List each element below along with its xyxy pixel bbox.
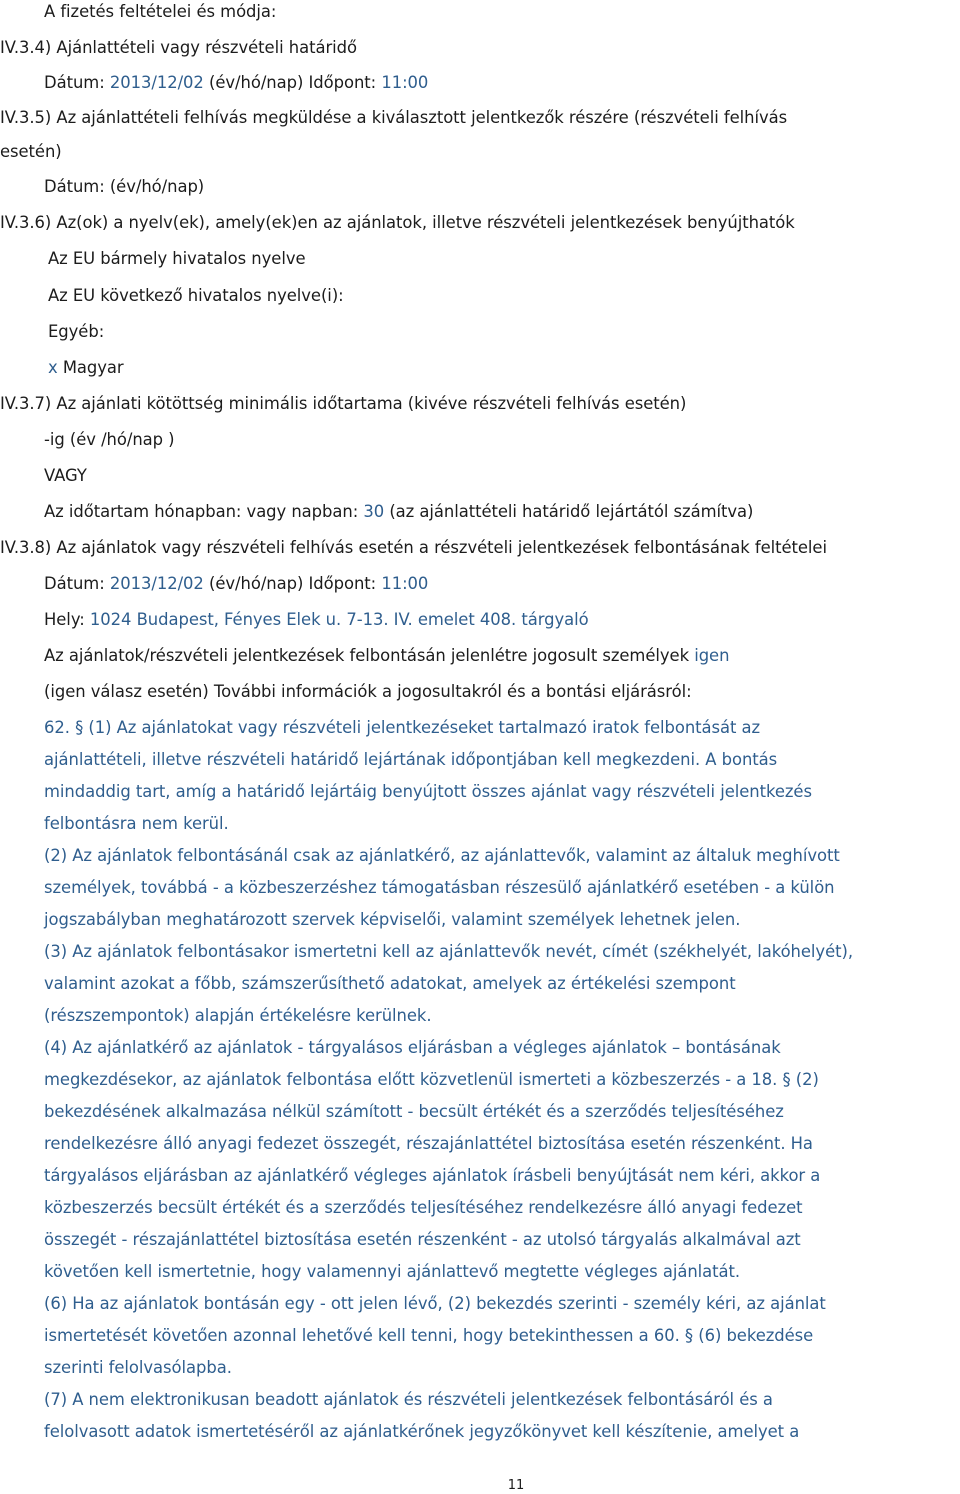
s8-date-line — [44, 573, 428, 595]
s8-persons-line — [44, 645, 729, 667]
legal-line: (3) Az ajánlatok felbontásakor ismertetni kell az ajánlattevők nevét, címét (székhelyét, lakóhelyét), — [44, 942, 853, 961]
legal-line: személyek, továbbá - a közbeszerzéshez támogatásban részesülő ajánlatkérő esetében - a külön — [44, 878, 835, 897]
s4-time-value: 11:00 — [381, 73, 429, 92]
s8-title: IV.3.8) Az ajánlatok vagy részvételi felhívás esetén a részvételi jelentkezések felbontásának feltételei — [0, 538, 827, 557]
s6-option-other: Egyéb: — [48, 322, 105, 341]
s8-persons-value: igen — [694, 646, 730, 665]
legal-line: felolvasott adatok ismertetéséről az ajánlatkérőnek jegyzőkönyvet kell készítenie, amelyet a — [44, 1422, 800, 1441]
legal-line: valamint azokat a főbb, számszerűsíthető adatokat, amelyek az értékelési szempont — [44, 974, 736, 993]
legal-line: követően kell ismertetnie, hogy valamennyi ajánlattevő megtette végleges ajánlatát. — [44, 1262, 741, 1281]
s8-persons-prefix: Az ajánlatok/részvételi jelentkezések felbontásán jelenlétre jogosult személyek — [44, 646, 690, 665]
s5-title-line1: IV.3.5) Az ajánlattételi felhívás megküldése a kiválasztott jelentkezők részére (részvételi felhívás — [0, 108, 788, 127]
s5-date-line: Dátum: (év/hó/nap) — [44, 177, 205, 196]
legal-line: ismertetését követően azonnal lehetővé kell tenni, hogy betekinthessen a 60. § (6) bekezdése — [44, 1326, 814, 1345]
legal-line: közbeszerzés becsült értékét és a szerződés teljesítéséhez rendelkezésre álló anyagi fedezet — [44, 1198, 803, 1217]
legal-line: felbontásra nem kerül. — [44, 814, 229, 833]
legal-line: 62. § (1) Az ajánlatokat vagy részvételi jelentkezéseket tartalmazó iratok felbontását az — [44, 718, 761, 737]
s8-place-line — [44, 609, 589, 631]
s6-option-eu-following: Az EU következő hivatalos nyelve(i): — [48, 286, 344, 305]
legal-line: (részszempontok) alapján értékelésre kerülnek. — [44, 1006, 432, 1025]
legal-line: megkezdésekor, az ajánlatok felbontása előtt közvetlenül ismerteti a közbeszerzés - a 18. § (2) — [44, 1070, 819, 1089]
s7-days-value: 30 — [363, 502, 385, 521]
s7-title: IV.3.7) Az ajánlati kötöttség minimális időtartama (kivéve részvételi felhívás esetén) — [0, 394, 687, 413]
legal-line: (6) Ha az ajánlatok bontásán egy - ott jelen lévő, (2) bekezdés szerinti - személy kéri, az ajánlat — [44, 1294, 826, 1313]
s4-date-unit: (év/hó/nap) — [209, 73, 304, 92]
legal-line: ajánlattételi, illetve részvételi határidő lejártának időpontjában kell megkezdeni. A bontás — [44, 750, 778, 769]
legal-line: rendelkezésre álló anyagi fedezet összegét, részajánlattétel biztosítása esetén részenként. Ha — [44, 1134, 813, 1153]
page-number: 11 — [507, 1478, 525, 1493]
s4-date-line — [44, 72, 428, 94]
s8-date-unit: (év/hó/nap) — [209, 574, 304, 593]
s8-info-label: (igen válasz esetén) További információk a jogosultakról és a bontási eljárásról: — [44, 682, 692, 701]
legal-line: (7) A nem elektronikusan beadott ajánlatok és részvételi jelentkezések felbontásáról és a — [44, 1390, 773, 1409]
s7-duration — [44, 501, 753, 523]
legal-line: szerinti felolvasólapba. — [44, 1358, 232, 1377]
s6-title: IV.3.6) Az(ok) a nyelv(ek), amely(ek)en az ajánlatok, illetve részvételi jelentkezések benyújthatók — [0, 213, 795, 232]
legal-line: jogszabályban meghatározott szervek képviselői, valamint személyek lehetnek jelen. — [44, 910, 741, 929]
s5-title-line2: esetén) — [0, 142, 62, 161]
legal-line: (4) Az ajánlatkérő az ajánlatok - tárgyalásos eljárásban a végleges ajánlatok – bontásának — [44, 1038, 781, 1057]
s4-time-prefix: Időpont: — [308, 73, 377, 92]
s7-line1: -ig (év /hó/nap ) — [44, 430, 175, 449]
legal-line: tárgyalásos eljárásban az ajánlatkérő végleges ajánlatok írásbeli benyújtását nem kéri, akkor a — [44, 1166, 821, 1185]
s4-date-value: 2013/12/02 — [109, 73, 204, 92]
s8-date-value: 2013/12/02 — [109, 574, 204, 593]
s8-time-prefix: Időpont: — [308, 574, 377, 593]
checkmark-x-icon: x — [48, 358, 58, 377]
s7-duration-prefix: Az időtartam hónapban: vagy napban: — [44, 502, 359, 521]
s6-selected-language — [48, 357, 124, 379]
legal-line: bekezdésének alkalmazása nélkül számított - becsült értékét és a szerződés teljesítéséhez — [44, 1102, 784, 1121]
section-header: A fizetés feltételei és módja: — [44, 2, 277, 21]
s6-option-any-eu: Az EU bármely hivatalos nyelve — [48, 249, 306, 268]
s4-date-prefix: Dátum: — [44, 73, 105, 92]
s7-or: VAGY — [44, 466, 87, 485]
s8-place-prefix: Hely: — [44, 610, 85, 629]
legal-line: összegét - részajánlattétel biztosítása esetén részenként - az utolsó tárgyalás alkalmával azt — [44, 1230, 801, 1249]
s6-language-value: Magyar — [62, 358, 124, 377]
s4-title: IV.3.4) Ajánlattételi vagy részvételi határidő — [0, 38, 357, 57]
legal-line: mindaddig tart, amíg a határidő lejártáig benyújtott összes ajánlat vagy részvételi jelentkezés — [44, 782, 812, 801]
s7-duration-suffix: (az ajánlattételi határidő lejártától számítva) — [389, 502, 754, 521]
s8-date-prefix: Dátum: — [44, 574, 105, 593]
s8-time-value: 11:00 — [381, 574, 429, 593]
legal-line: (2) Az ajánlatok felbontásánál csak az ajánlatkérő, az ajánlattevők, valamint az általuk meghívott — [44, 846, 840, 865]
s8-place-value: 1024 Budapest, Fényes Elek u. 7-13. IV. emelet 408. tárgyaló — [89, 610, 589, 629]
